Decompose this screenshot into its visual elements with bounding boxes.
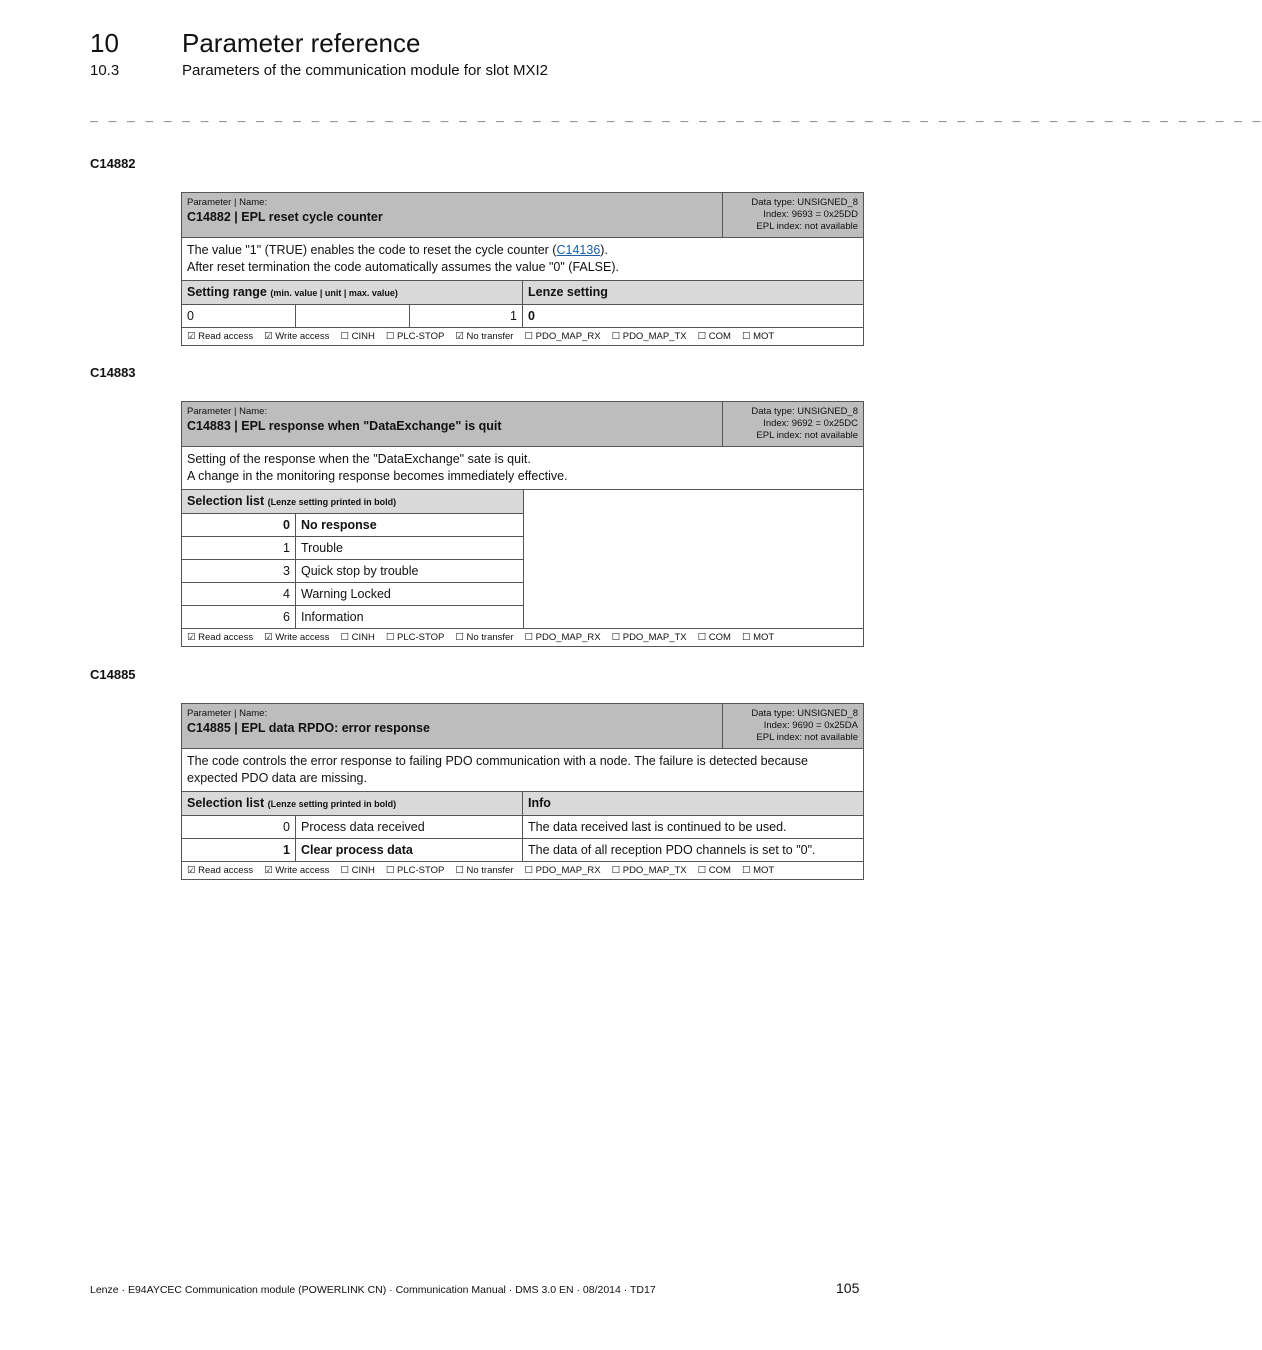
access-flags: ☑ Read access ☑ Write access ☐ CINH ☐ PLC-STOP ☐ No transfer ☐ PDO_MAP_RX ☐ PDO_MAP_TX ☐ COM ☐ MOT <box>187 865 775 876</box>
param-name-label: Parameter | Name: <box>187 197 268 208</box>
param-name: C14885 | EPL data RPDO: error response <box>187 721 430 735</box>
lenze-setting-value: 0 <box>528 309 535 323</box>
list-item: 4 Warning Locked <box>182 583 523 606</box>
selection-list-header: Selection list (Lenze setting printed in bold) Info <box>182 792 863 816</box>
page-footer: Lenze · E94AYCEC Communication module (POWERLINK CN) · Communication Manual · DMS 3.0 EN · 08/2014 · TD17 <box>90 1284 656 1296</box>
param-table-c14885 <box>181 703 864 880</box>
param-table-c14882 <box>181 192 864 346</box>
unit <box>296 305 410 327</box>
data-type: Data type: UNSIGNED_8 <box>751 708 858 719</box>
selection-list-block <box>182 490 863 629</box>
list-item: 6 Information <box>182 606 523 628</box>
data-type: Data type: UNSIGNED_8 <box>751 406 858 417</box>
list-item: 3 Quick stop by trouble <box>182 560 523 583</box>
list-item: 0 No response <box>182 514 523 537</box>
param-meta <box>723 193 863 237</box>
param-meta <box>723 402 863 446</box>
param-header <box>182 402 863 447</box>
param-header <box>182 193 863 238</box>
info-label: Info <box>528 796 551 810</box>
param-description: Setting of the response when the "DataExchange" sate is quit. A change in the monitoring response becomes immediately effective. <box>182 447 863 490</box>
param-meta <box>723 704 863 748</box>
param-description: The value "1" (TRUE) enables the code to reset the cycle counter (C14136). After reset termination the code automatically assumes the value "0" (FALSE). <box>182 238 863 281</box>
list-item: 1 Trouble <box>182 537 523 560</box>
epl-index: EPL index: not available <box>756 430 858 441</box>
epl-index: EPL index: not available <box>756 221 858 232</box>
chapter-title: Parameter reference <box>182 28 421 58</box>
setting-range-row <box>182 305 863 328</box>
code-heading-c14885: C14885 <box>90 667 136 682</box>
epl-index: EPL index: not available <box>756 732 858 743</box>
code-heading-c14882: C14882 <box>90 156 136 171</box>
min-value: 0 <box>182 305 296 327</box>
param-description: The code controls the error response to failing PDO communication with a node. The failure is detected because expected PDO data are missing. <box>182 749 863 792</box>
link-c14136[interactable]: C14136 <box>556 243 601 257</box>
selection-list-header: Selection list (Lenze setting printed in bold) <box>182 490 523 514</box>
index: Index: 9693 = 0x25DD <box>763 209 858 220</box>
list-item: 0 Process data received The data received last is continued to be used. <box>182 816 863 839</box>
list-item: 1 Clear process data The data of all reception PDO channels is set to "0". <box>182 839 863 862</box>
section-heading <box>90 62 548 79</box>
param-table-c14883 <box>181 401 864 647</box>
param-name: C14883 | EPL response when "DataExchange" is quit <box>187 419 502 433</box>
setting-range-header: Setting range (min. value | unit | max. value) Lenze setting <box>182 281 863 305</box>
param-name: C14882 | EPL reset cycle counter <box>187 210 383 224</box>
param-header <box>182 704 863 749</box>
param-name-label: Parameter | Name: <box>187 708 268 719</box>
lenze-setting-label: Lenze setting <box>528 285 608 299</box>
data-type: Data type: UNSIGNED_8 <box>751 197 858 208</box>
page-number: 105 <box>836 1280 860 1296</box>
code-heading-c14883: C14883 <box>90 365 136 380</box>
max-value: 1 <box>410 305 523 327</box>
chapter-number: 10 <box>90 28 119 58</box>
separator-line: _ _ _ _ _ _ _ _ _ _ _ _ _ _ _ _ _ _ _ _ _ _ _ _ _ _ _ _ _ _ _ _ _ _ _ _ _ _ _ _ _ _ _ _ _ _ _ _ _ _ _ _ _ _ _ _ _ _ _ _ _ _ _ _ <box>90 108 1262 123</box>
access-flags: ☑ Read access ☑ Write access ☐ CINH ☐ PLC-STOP ☑ No transfer ☐ PDO_MAP_RX ☐ PDO_MAP_TX ☐ COM ☐ MOT <box>187 331 775 342</box>
index: Index: 9692 = 0x25DC <box>763 418 858 429</box>
section-title: Parameters of the communication module for slot MXI2 <box>182 62 548 79</box>
param-name-label: Parameter | Name: <box>187 406 268 417</box>
index: Index: 9690 = 0x25DA <box>763 720 858 731</box>
access-flags: ☑ Read access ☑ Write access ☐ CINH ☐ PLC-STOP ☐ No transfer ☐ PDO_MAP_RX ☐ PDO_MAP_TX ☐ COM ☐ MOT <box>187 632 775 643</box>
section-number: 10.3 <box>90 62 120 79</box>
